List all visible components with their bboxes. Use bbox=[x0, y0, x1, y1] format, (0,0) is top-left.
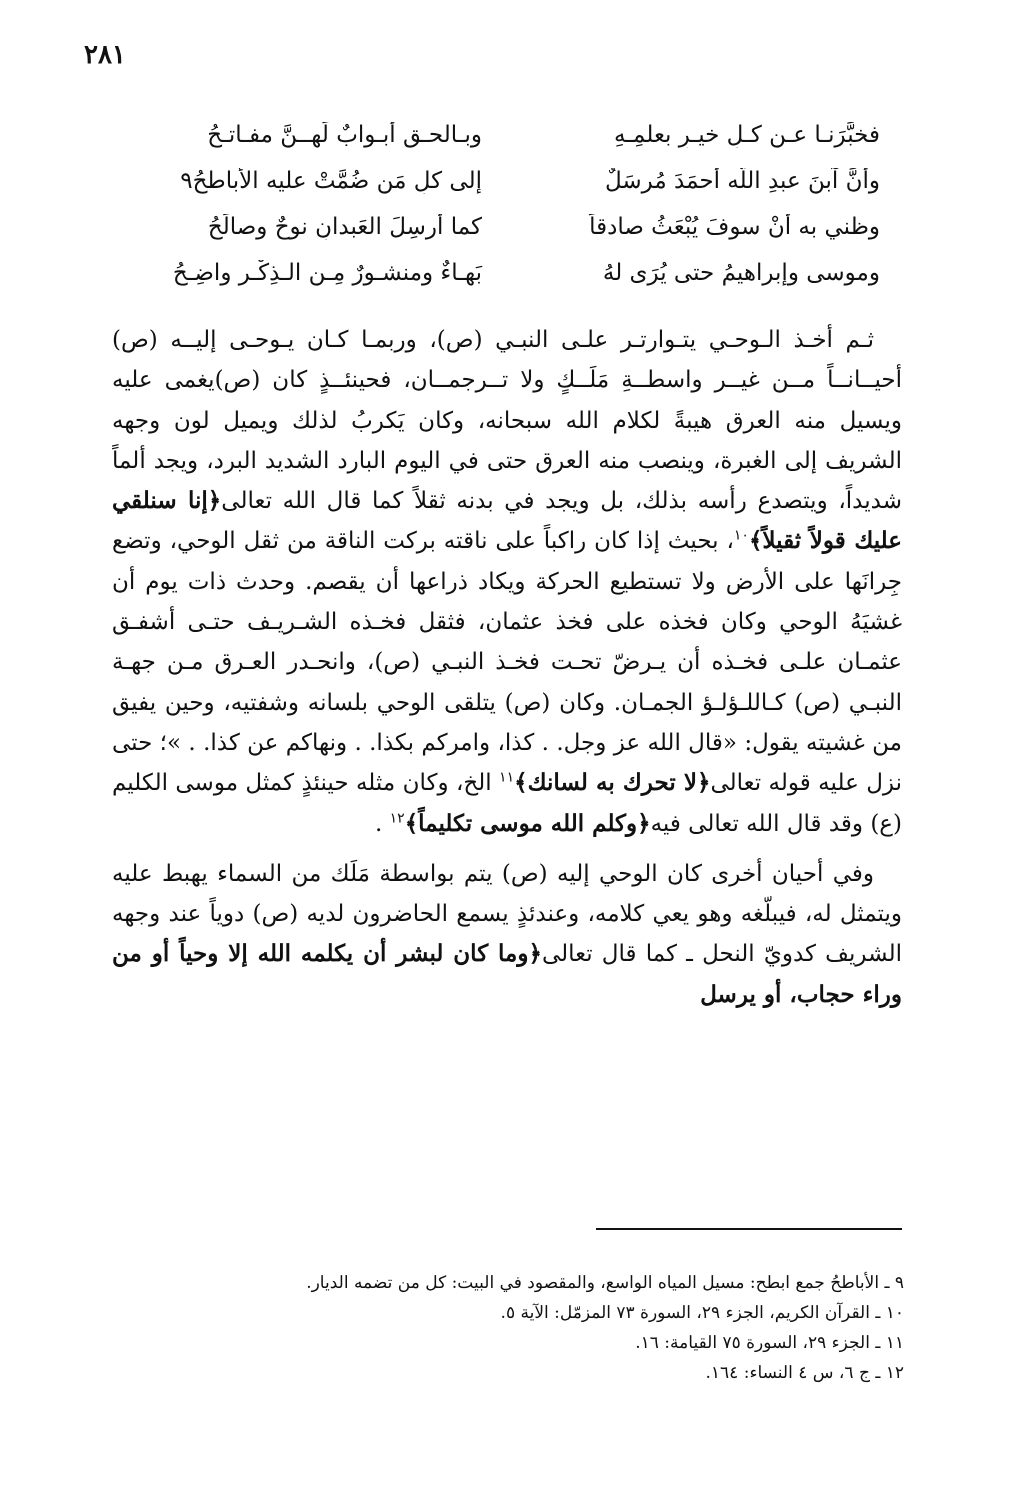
body-text bbox=[112, 320, 902, 1015]
paragraph bbox=[112, 854, 902, 1015]
poem-hemistich-second: إلى كلِ مَن ضُمَّتْ عليه الأَباطحُ٩ bbox=[180, 168, 482, 194]
footnotes bbox=[112, 1268, 904, 1388]
poem-hemistich-first: فخبَّرَنـا عـن كـلِ خيـرٍ بعلمِـهِ bbox=[613, 122, 880, 148]
quran-quote: ﴿لا تحرك به لسانك﴾ bbox=[514, 769, 711, 797]
paragraph-text: . bbox=[375, 810, 390, 837]
poem-hemistich-second: كما أرسِلَ العَبدانِ نوحٌ وصالَحُ bbox=[207, 214, 482, 240]
paragraph-text: وفي أحيان أخرى كان الوحي إليه (ص) يتم بواسطة مَلَك من السماء يهبط عليه ويتمثل له، فيبلّغه وهو يعي كلامه، وعندئذٍ يسمع الحاضرون لديه (ص) دوياً عند وجهه الشريف كدويّ النحل ـ كما قال تعالى bbox=[112, 860, 902, 968]
quran-quote: ﴿وما كان لبشر أن يكلمه الله إلا وحياً أو من وراء حجاب، أو يرسل bbox=[112, 940, 902, 1008]
footnote-ref[interactable]: ١١ bbox=[499, 769, 515, 786]
poem-hemistich-second: بَهـاءٌ ومنشـورٌ مِـن الـذِكْـرِ واضِـحُ bbox=[172, 260, 482, 286]
paragraph-text: ، بحيث إذا كان راكباً على ناقته بركت الناقة من ثقل الوحي، وتضع جِرانَها على الأرض ولا تستطيع الحركة ويكاد ذراعها أن يقصم. وحدث ذات يوم أن غشيَهُ الوحي وكان فخذه على فخذ عثمان، فثقل فخـذه الشـريـف حتـى أشفـق عثمـان علـى فخـذه أن يـرضّ تحـت فخـذ النبـي (ص)، وانحـدر العـرق مـن جهـة النبـي (ص) كـاللـؤلـؤ الجمـان. وكان (ص) يتلقى الوحي بلسانه وشفتيه، وحين يفيق من غشيته يقول: «قال الله عز وجل. . كذا، وامركم بكذا. . ونهاكم عن كذا. . »؛ حتى نزل عليه قوله تعالى bbox=[112, 528, 903, 797]
paragraph bbox=[112, 320, 902, 844]
footnote-ref[interactable]: ١٢ bbox=[389, 809, 405, 826]
poem-verse bbox=[120, 112, 880, 158]
poem-hemistich-first: وموسى وإبراهيمُ حتى يُرَى لهُ bbox=[602, 260, 880, 286]
poem bbox=[120, 112, 880, 296]
poem-verse bbox=[120, 250, 880, 296]
quran-quote: ﴿إنا سنلقي عليك قولاً ثقيلاً﴾ bbox=[112, 487, 902, 555]
footnote: ٩ ـ الأباطحُ جمع ابطح: مسيل المياه الواسع، والمقصود في البيت: كل من تضمه الديار. bbox=[306, 1273, 904, 1293]
poem-hemistich-first: وأنَّ آبنَ عبدِ اللَّه أحمَدَ مُرسَلٌ bbox=[604, 168, 880, 194]
quran-quote: ﴿وكلم الله موسى تكليماً﴾ bbox=[404, 809, 651, 837]
poem-hemistich-first: وظني به أنْ سوفَ يُبْعَثُ صادقاً bbox=[589, 214, 880, 240]
footnote: ١٠ ـ القرآن الكريم، الجزء ٢٩، السورة ٧٣ المزمّل: الآية ٥. bbox=[500, 1303, 904, 1323]
paragraph-text: الخ، وكان مثله حينئذٍ كمثل موسى الكليم (ع) وقد قال الله تعالى فيه bbox=[112, 770, 902, 837]
poem-hemistich-second: وبـالحـق أبـوابٌ لَهــنَّ مفـاتـحُ bbox=[207, 122, 482, 148]
footnote: ١٢ ـ ج ٦، س ٤ النساء: ١٦٤. bbox=[705, 1363, 904, 1383]
footnote-ref[interactable]: ١٠ bbox=[733, 527, 749, 544]
page-number: ٢٨١ bbox=[84, 40, 126, 70]
footnote-divider bbox=[596, 1228, 902, 1230]
paragraph-text: ثـم أخـذ الـوحـي يتـوارتـر علـى النبـي (ص)، وربمـا كـان يـوحـى إليــه (ص) أحيــانــاً مــن غيــر واسطــةِ مَلَــكٍ ولا تــرجمــان، فحينئــذٍ كان (ص)يغمى عليه ويسيل منه العرق هيبةً لكلام الله سبحانه، وكان يَكربُ لذلك ويميل لون وجهه الشريف إلى الغبرة، وينصب منه العرق حتى في اليوم البارد الشديد البرد، ويجد ألماً شديداً، ويتصدع رأسه بذلك، بل ويجد في بدنه ثقلاً كما قال الله تعالى bbox=[112, 327, 902, 515]
poem-verse bbox=[120, 204, 880, 250]
poem-verse bbox=[120, 158, 880, 204]
footnote: ١١ ـ الجزء ٢٩، السورة ٧٥ القيامة: ١٦. bbox=[635, 1333, 904, 1353]
